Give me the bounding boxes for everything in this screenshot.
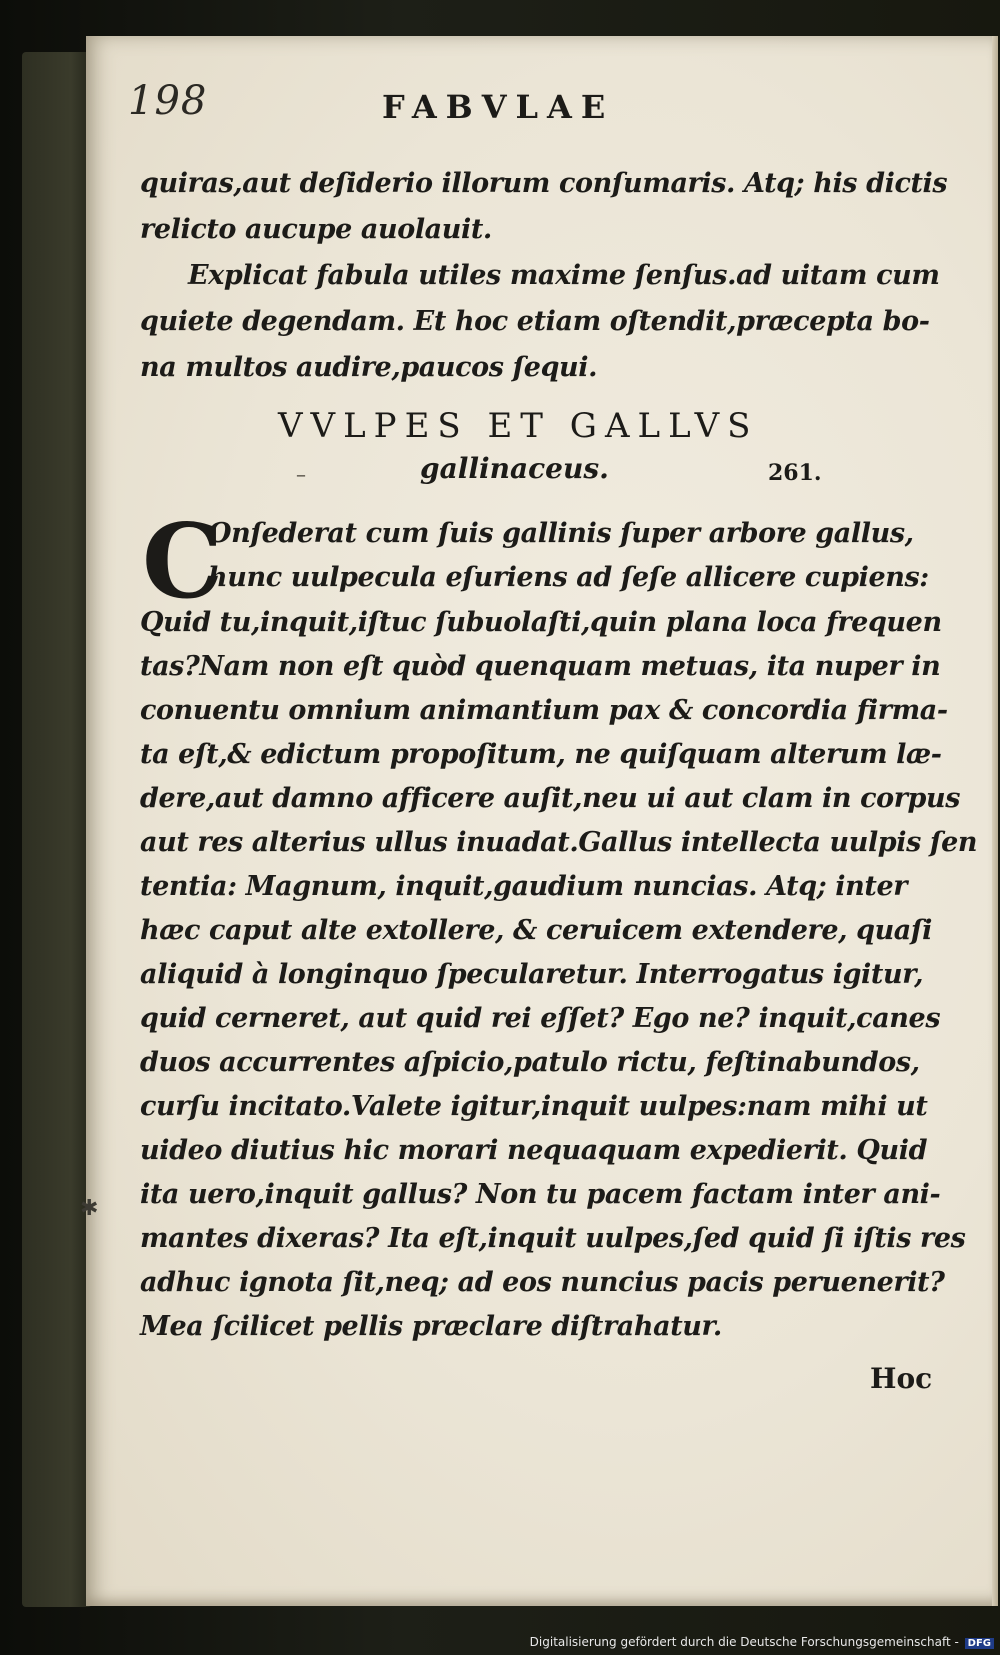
text-line: tas?Nam non eſt quòd quenquam metuas, ita nuper in bbox=[140, 651, 941, 682]
fable-number: 261. bbox=[768, 460, 822, 486]
moral-line: quiete degendam. Et hoc etiam oſtendit,præcepta bo- bbox=[140, 306, 930, 337]
text-line: Mea ſcilicet pellis præclare diſtrahatur. bbox=[140, 1311, 722, 1342]
text-line: quiras,aut deſiderio illorum conſumaris. Atq; his dictis bbox=[140, 168, 948, 199]
text-line: uideo diutius hic morari nequaquam expedierit. Quid bbox=[140, 1135, 928, 1166]
catchword: Hoc bbox=[870, 1362, 933, 1395]
credit-text: Digitalisierung gefördert durch die Deutsche Forschungsgemeinschaft - bbox=[529, 1635, 959, 1649]
text-line: relicto aucupe auolauit. bbox=[140, 214, 492, 245]
text-line: curſu incitato.Valete igitur,inquit uulpes:nam mihi ut bbox=[140, 1091, 928, 1122]
text-line: Quid tu,inquit,iſtuc ſubuolaſti,quin plana loca frequen bbox=[140, 607, 942, 638]
margin-mark: ✱ bbox=[80, 1196, 99, 1221]
moral-line: Explicat fabula utiles maxime ſenſus.ad uitam cum bbox=[188, 260, 940, 291]
dash-mark: – bbox=[296, 462, 306, 486]
text-line: ita uero,inquit gallus? Non tu pacem factam inter ani- bbox=[140, 1179, 941, 1210]
text-line: ta eſt,& edictum propoſitum, ne quiſquam alterum læ- bbox=[140, 739, 942, 770]
dfg-logo: DFG bbox=[965, 1638, 994, 1649]
text-line: dere,aut damno afficere auſit,neu ui aut clam in corpus bbox=[140, 783, 961, 814]
text-line: adhuc ignota ſit,neq; ad eos nuncius pacis peruenerit? bbox=[140, 1267, 945, 1298]
text-line: Onſederat cum ſuis gallinis ſuper arbore gallus, bbox=[208, 518, 914, 549]
text-line: tentia: Magnum, inquit,gaudium nuncias. Atq; inter bbox=[140, 871, 908, 902]
page-number: 198 bbox=[128, 78, 208, 124]
text-line: hunc uulpecula eſuriens ad ſeſe allicere cupiens: bbox=[208, 562, 929, 593]
text-line: hæc caput alte extollere, & ceruicem extendere, quaſi bbox=[140, 915, 932, 946]
text-line: duos accurrentes aſpicio,patulo rictu, feſtinabundos, bbox=[140, 1047, 920, 1078]
digitization-credit bbox=[530, 1635, 994, 1649]
text-line: quid cerneret, aut quid rei eſſet? Ego ne? inquit,canes bbox=[140, 1003, 941, 1034]
moral-line: na multos audire,paucos ſequi. bbox=[140, 352, 598, 383]
fable-title: VVLPES ET GALLVS bbox=[278, 406, 759, 446]
drop-cap: C bbox=[142, 502, 224, 622]
underlying-leaf bbox=[22, 52, 92, 1607]
running-head: FABVLAE bbox=[382, 88, 615, 126]
text-line: aut res alterius ullus inuadat.Gallus intellecta uulpis ſen bbox=[140, 827, 978, 858]
fable-subtitle: gallinaceus. bbox=[420, 452, 609, 485]
text-line: mantes dixeras? Ita eſt,inquit uulpes,ſed quid ſi iſtis res bbox=[140, 1223, 966, 1254]
text-line: conuentu omnium animantium pax & concordia firma- bbox=[140, 695, 948, 726]
text-line: aliquid à longinquo ſpecularetur. Interrogatus igitur, bbox=[140, 959, 924, 990]
page-edge bbox=[992, 36, 998, 1606]
